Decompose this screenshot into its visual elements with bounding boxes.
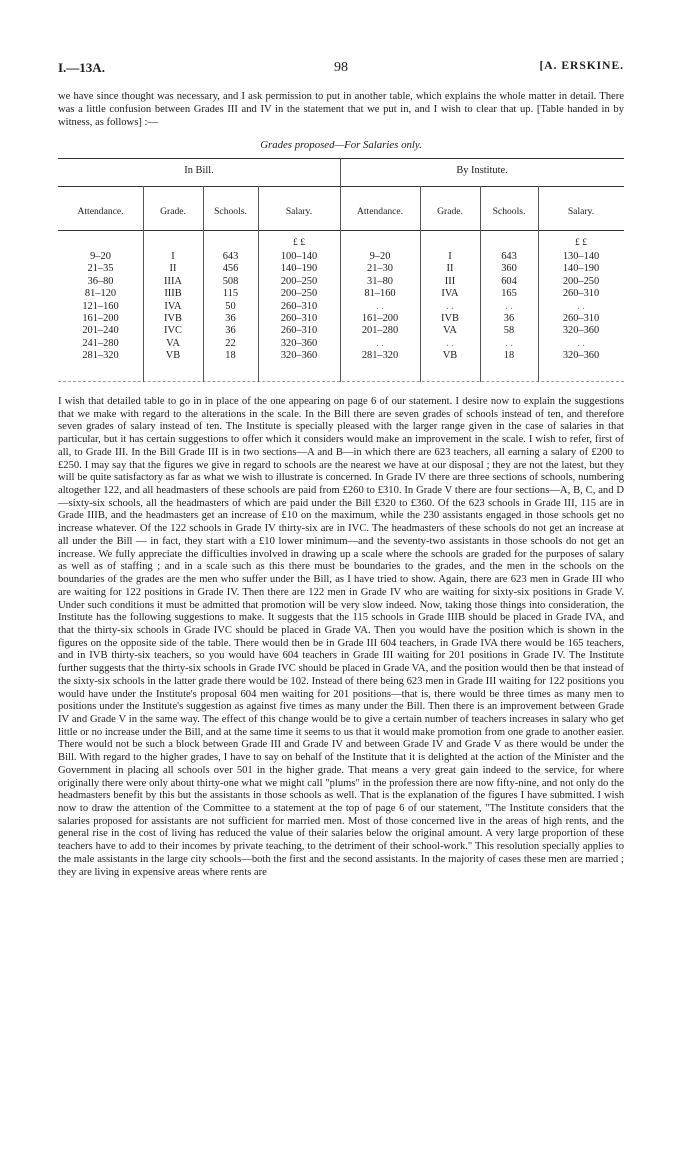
table-cell: . . [577, 300, 585, 312]
table-cell: VB [165, 350, 181, 362]
table-cell: 320–360 [280, 350, 318, 362]
institute-schools-column [480, 251, 538, 363]
table-cell: VB [442, 350, 458, 362]
group-header-bill: In Bill. [184, 165, 214, 176]
table-cell: 130–140 [562, 251, 600, 262]
table-cell: 643 [501, 251, 517, 262]
table-cell: 140–190 [280, 263, 318, 275]
page-header [58, 60, 624, 78]
col-header-schools: Schools. [492, 206, 526, 217]
table-cell: 21–35 [87, 263, 114, 275]
table-cell: I [448, 251, 452, 262]
table-cell: 360 [501, 263, 517, 275]
group-header-institute: By Institute. [456, 165, 508, 176]
table-cell: . . [577, 337, 585, 349]
table-cell: 200–250 [280, 275, 318, 287]
table-cell: 201–280 [361, 325, 399, 337]
table-cell: 320–360 [562, 325, 600, 337]
table-cell: 58 [503, 325, 515, 337]
table-cell: IVA [164, 300, 182, 312]
table-cell: . . [376, 337, 384, 349]
table-cell: 161–200 [361, 312, 399, 324]
table-cell: 320–360 [562, 350, 600, 362]
table-cell: 36 [225, 312, 236, 324]
table-cell: 21–30 [367, 263, 393, 275]
bill-schools-column [203, 251, 258, 363]
table-cell: 121–160 [82, 300, 119, 312]
page-number: 98 [334, 60, 348, 75]
table-cell: VA [166, 337, 180, 349]
table-cell: 140–190 [562, 263, 600, 275]
col-header-grade: Grade. [437, 206, 463, 217]
table-cell: 260–310 [280, 300, 318, 312]
table-cell: 320–360 [280, 337, 318, 349]
bill-attendance-column [58, 251, 143, 363]
table-cell: . . [376, 300, 384, 312]
table-cell: 18 [503, 350, 515, 362]
table-cell: 260–310 [280, 325, 318, 337]
table-cell: IVB [441, 312, 459, 324]
table-cell: VA [443, 325, 457, 337]
col-header-schools: Schools. [214, 206, 247, 217]
table-cell: 201–240 [82, 325, 119, 337]
table-cell: 260–310 [562, 288, 600, 300]
table-cell: 643 [222, 251, 239, 262]
bill-salary-column [258, 251, 340, 363]
table-cell: 36 [225, 325, 236, 337]
table-cell: . . [446, 300, 454, 312]
grades-table [58, 158, 624, 382]
table-cell: II [169, 263, 177, 275]
table-cell: 604 [501, 275, 517, 287]
document-reference: I.—13A. [58, 60, 105, 75]
table-cell: 200–250 [562, 275, 600, 287]
salary-unit: £ £ [293, 237, 305, 248]
table-cell: . . [505, 300, 513, 312]
table-cell: 81–160 [364, 288, 396, 300]
table-cell: 115 [222, 288, 239, 300]
intro-paragraph: we have since thought was necessary, and I ask permission to put in another table, which explains the whole matter in detail. There was a little confusion between Grades III and IV in the statement that we put in, and I wish to clear that up. [Table handed in by witness, as follows] :— [58, 91, 624, 129]
table-cell: 36 [503, 312, 515, 324]
table-cell: 281–320 [82, 350, 119, 362]
table-cell: II [446, 263, 454, 275]
institute-salary-column [538, 251, 624, 363]
bill-grade-column [143, 251, 203, 363]
table-cell: 200–250 [280, 288, 318, 300]
table-cell: IVA [441, 288, 459, 300]
table-cell: IIIB [164, 288, 182, 300]
col-header-attendance: Attendance. [77, 206, 124, 217]
table-cell: 260–310 [562, 312, 600, 324]
table-cell: 9–20 [90, 251, 111, 262]
body-paragraph: I wish that detailed table to go in in place of the one appearing on page 6 of our statement. I desire now to explain the suggestions that we make with regard to the alterations in the scale. In the Bill there are seven grades of schools instead of ten, and therefore seven grades of salary instead of ten. The Institute is specially pleased with the larger range given in the case of salaries in that particular, but it has certain suggestions to offer which it considers would make an improvement in the scale. I wish to refer, first of all, to Grade III. In the Bill Grade III is in two sections—A and B—in which there are 623 teachers, all earning a salary of £200 to £250. I may say that the figures we give in regard to schools are the nearest we have at our disposal ; they are not the latest, but they will be quite satisfactory as far as what we wish to illustrate is concerned. In Grade IV there are three sections of schools, numbering altogether 122, and all headmasters of these schools are paid from £260 to £310. In Grade V there are four sections—A, B, C, and D—sixty-six schools, all the headmasters of which are paid under the Bill £320 to £360. Of the 623 schools in Grade III, 115 are in Grade IIIB, and the headmasters get an increase of £10 on the maximum, while the 230 assistants engaged in those schools get no increase whatever. Of the 122 schools in Grade IV thirty-six are in IVC. The headmasters of these schools do not get an increase at all under the Bill — in fact, they start with a £10 lower minimum—and the seventy-two assistants in those schools do not get an increase. We fully appreciate the difficulties involved in drawing up a scale where the schools are graded for the purposes of salary as well as of staffing ; and in a scale such as this there must be boundaries to the grades, and the men in the schools on the boundaries of the grades are the men who suffer under the Bill, as I have tried to show. Again, there are 623 men in Grade III who are waiting for 122 positions in Grade IV. Then there are 122 men in Grade IV who are waiting for sixty-six positions in Grade V. Under such conditions it must be admitted that promotion will be very slow indeed. Now, taking those things into consideration, the Institute has the following suggestions to make. It suggests that the 115 schools in Grade IIIB should be placed in Grade IVA, and that the thirty-six schools in Grade IVC should be placed in Grade VA. Then you would have the position which is shown in the figures on the opposite side of the table. There would then be in Grade III 604 teachers, in Grade IVA there would be 165 teachers, and in IVB thirty-six teachers, so you would have 604 teachers in Grade III waiting for 201 positions in Grade IV. The Institute further suggests that the thirty-six schools in Grade IVC should be placed in Grade VA, and the position would then be that instead of the sixty-six schools in the latter grade there would be 102. Instead of there being 623 men in Grade III waiting for 122 positions you would have under the Institute's proposal 604 men waiting for 201 positions—that is, there would be three times as many men to positions under the Institute's suggestion as against five times as many under the Bill. Then there is an improvement between Grade IV and Grade V in the same way. The effect of this change would be to give a certain number of teachers increases in salary who get little or no increase under the Bill, and at the same time it seems to us that it would make promotion from one grade to another easier. There would not be such a block between Grade III and Grade IV and between Grade IV and Grade V as there would be under the Bill. With regard to the higher grades, I have to say on behalf of the Institute that it is delighted at the action of the Minister and the Government in placing all schools over 501 in the higher grade. That means a very great gain indeed to the service, for where originally there were only about thirty-one what we might call "plums" in the profession there are now fifty-nine, and not only do the headmasters benefit by this but the assistants in those schools as well. That is the explanation of the figures I have submitted. I wish now to draw the attention of the Committee to a statement at the top of page 6 of our statement, "The Institute considers that the salaries proposed for assistants are not sufficient for married men. Most of those concerned live in the areas of high rents, and the general rise in the cost of living has reduced the value of their salaries below the original amount. A very large proportion of these teachers have to add to their incomes by private teaching, to the detriment of their school-work." This resolution specially applies to the male assistants in the large city schools—both the first and the second assistants. In the majority of cases these men are married ; they are living in expensive areas where rents are [58, 396, 624, 878]
table-cell: 22 [225, 337, 236, 349]
table-cell: 9–20 [369, 251, 391, 262]
col-header-salary: Salary. [567, 206, 595, 217]
table-cell: 165 [501, 288, 517, 300]
table-cell: 161–200 [82, 312, 119, 324]
table-cell: 456 [222, 263, 239, 275]
col-header-salary: Salary. [285, 206, 313, 217]
institute-grade-column [420, 251, 480, 363]
table-cell: 281–320 [361, 350, 399, 362]
col-header-attendance: Attendance. [356, 206, 404, 217]
table-cell: 31–80 [367, 275, 393, 287]
table-cell: . . [505, 337, 513, 349]
table-cell: III [444, 275, 456, 287]
witness-name: [A. ERSKINE. [539, 60, 624, 72]
table-cell: 18 [225, 350, 236, 362]
table-cell: IVC [164, 325, 182, 337]
table-cell: 508 [222, 275, 239, 287]
table-cell: 100–140 [280, 251, 318, 262]
table-cell: IIIA [164, 275, 182, 287]
table-cell: 81–120 [84, 288, 117, 300]
table-caption: Grades proposed—For Salaries only. [260, 139, 422, 151]
table-cell: 50 [225, 300, 236, 312]
salary-unit: £ £ [575, 237, 587, 248]
table-top-rule [58, 158, 624, 159]
table-cell: . . [446, 337, 454, 349]
institute-attendance-column [340, 251, 420, 363]
table-cell: 241–280 [82, 337, 119, 349]
table-cell: 260–310 [280, 312, 318, 324]
body-text [58, 396, 624, 879]
table-cell: I [171, 251, 175, 262]
table-cell: IVB [164, 312, 182, 324]
table-cell: 36–80 [87, 275, 114, 287]
col-header-grade: Grade. [160, 206, 186, 217]
